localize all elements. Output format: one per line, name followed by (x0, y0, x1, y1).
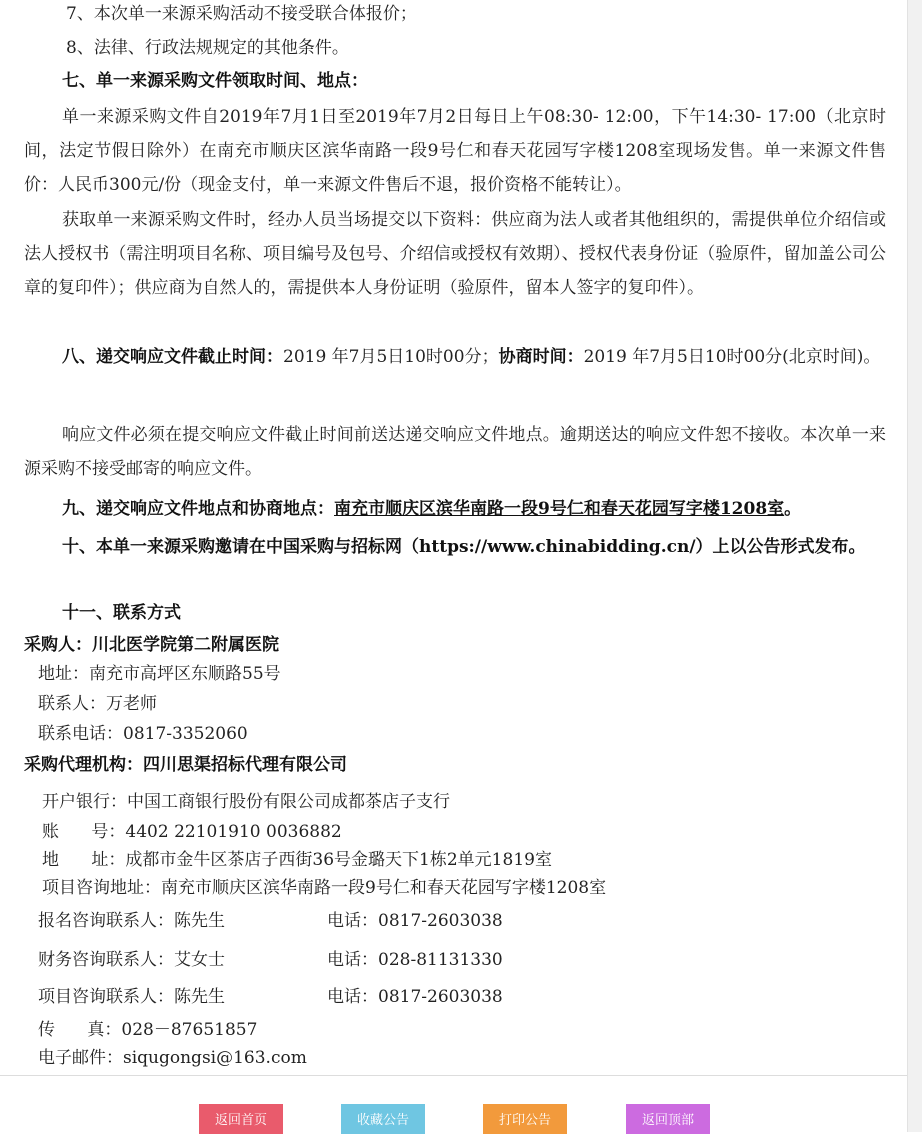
finance-contact: 财务咨询联系人：艾女士 (38, 950, 225, 970)
finance-phone: 电话：028-81131330 (327, 950, 503, 970)
section11-heading: 十一、联系方式 (62, 603, 181, 623)
footer-divider (0, 1075, 907, 1076)
vertical-scrollbar[interactable] (907, 0, 922, 1132)
purchaser-contact: 联系人：万老师 (38, 694, 157, 714)
back-to-top-button[interactable]: 返回顶部 (626, 1104, 710, 1134)
section9-heading (62, 497, 801, 521)
section8-deadline-value: 2019 年7月5日10时00分； (283, 347, 499, 367)
section8-deadline (24, 340, 886, 374)
registration-phone: 电话：0817-2603038 (327, 911, 503, 931)
agency-heading: 采购代理机构：四川思渠招标代理有限公司 (24, 755, 347, 775)
purchaser-phone: 联系电话：0817-3352060 (38, 724, 248, 744)
back-home-button[interactable]: 返回首页 (199, 1104, 283, 1134)
agency-email: 电子邮件：siqugongsi@163.com (38, 1048, 307, 1068)
section9-label: 九、递交响应文件地点和协商地点： (62, 499, 334, 519)
section10-text: 十、本单一来源采购邀请在中国采购与招标网（https://www.chinabidding.cn/）上以公告形式发布。 (62, 537, 866, 557)
project-contact: 项目咨询联系人：陈先生 (38, 987, 225, 1007)
section7-para1: 单一来源采购文件自2019年7月1日至2019年7月2日每日上午08:30- 12:00，下午14:30- 17:00（北京时间，法定节假日除外）在南充市顺庆区滨华南路一段9号仁和春天花园写字楼1208室现场发售。单一来源文件售价：人民币300元/份（现金支付，单一来源文件售后不退，报价资格不能转让）。 (24, 107, 886, 195)
agency-fax: 传 真：028－87651857 (38, 1020, 258, 1040)
section8-negotiation-value: 2019 年7月5日10时00分(北京时间)。 (583, 347, 881, 367)
section9-location: 南充市顺庆区滨华南路一段9号仁和春天花园写字楼1208室 (334, 499, 785, 519)
agency-account: 账 号：4402 22101910 0036882 (42, 822, 342, 842)
section9-end: 。 (784, 499, 802, 519)
project-phone: 电话：0817-2603038 (327, 987, 503, 1007)
purchaser-address: 地址：南充市高坪区东顺路55号 (38, 664, 281, 684)
condition-item-7: 7、本次单一来源采购活动不接受联合体报价； (66, 4, 417, 24)
purchaser-heading: 采购人：川北医学院第二附属医院 (24, 635, 279, 655)
section8-negotiation-label: 协商时间： (498, 347, 584, 367)
condition-item-8: 8、法律、行政法规规定的其他条件。 (66, 38, 349, 58)
favorite-button[interactable]: 收藏公告 (341, 1104, 425, 1134)
agency-address: 地 址：成都市金牛区茶店子西街36号金璐天下1栋2单元1819室 (42, 850, 552, 870)
section7-heading: 七、单一来源采购文件领取时间、地点： (62, 71, 368, 91)
section8-para: 响应文件必须在提交响应文件截止时间前送达递交响应文件地点。逾期送达的响应文件恕不接收。本次单一来源采购不接受邮寄的响应文件。 (24, 425, 886, 479)
agency-bank: 开户银行：中国工商银行股份有限公司成都茶店子支行 (42, 792, 450, 812)
registration-contact: 报名咨询联系人：陈先生 (38, 911, 225, 931)
section7-para2: 获取单一来源采购文件时，经办人员当场提交以下资料：供应商为法人或者其他组织的，需提供单位介绍信或法人授权书（需注明项目名称、项目编号及包号、介绍信或授权有效期）、授权代表身份证（验原件，留加盖公司公章的复印件）；供应商为自然人的，需提供本人身份证明（验原件，留本人签字的复印件）。 (24, 210, 886, 298)
agency-consult-address: 项目咨询地址：南充市顺庆区滨华南路一段9号仁和春天花园写字楼1208室 (42, 878, 607, 898)
print-button[interactable]: 打印公告 (483, 1104, 567, 1134)
section8-deadline-label: 八、递交响应文件截止时间： (62, 347, 283, 367)
